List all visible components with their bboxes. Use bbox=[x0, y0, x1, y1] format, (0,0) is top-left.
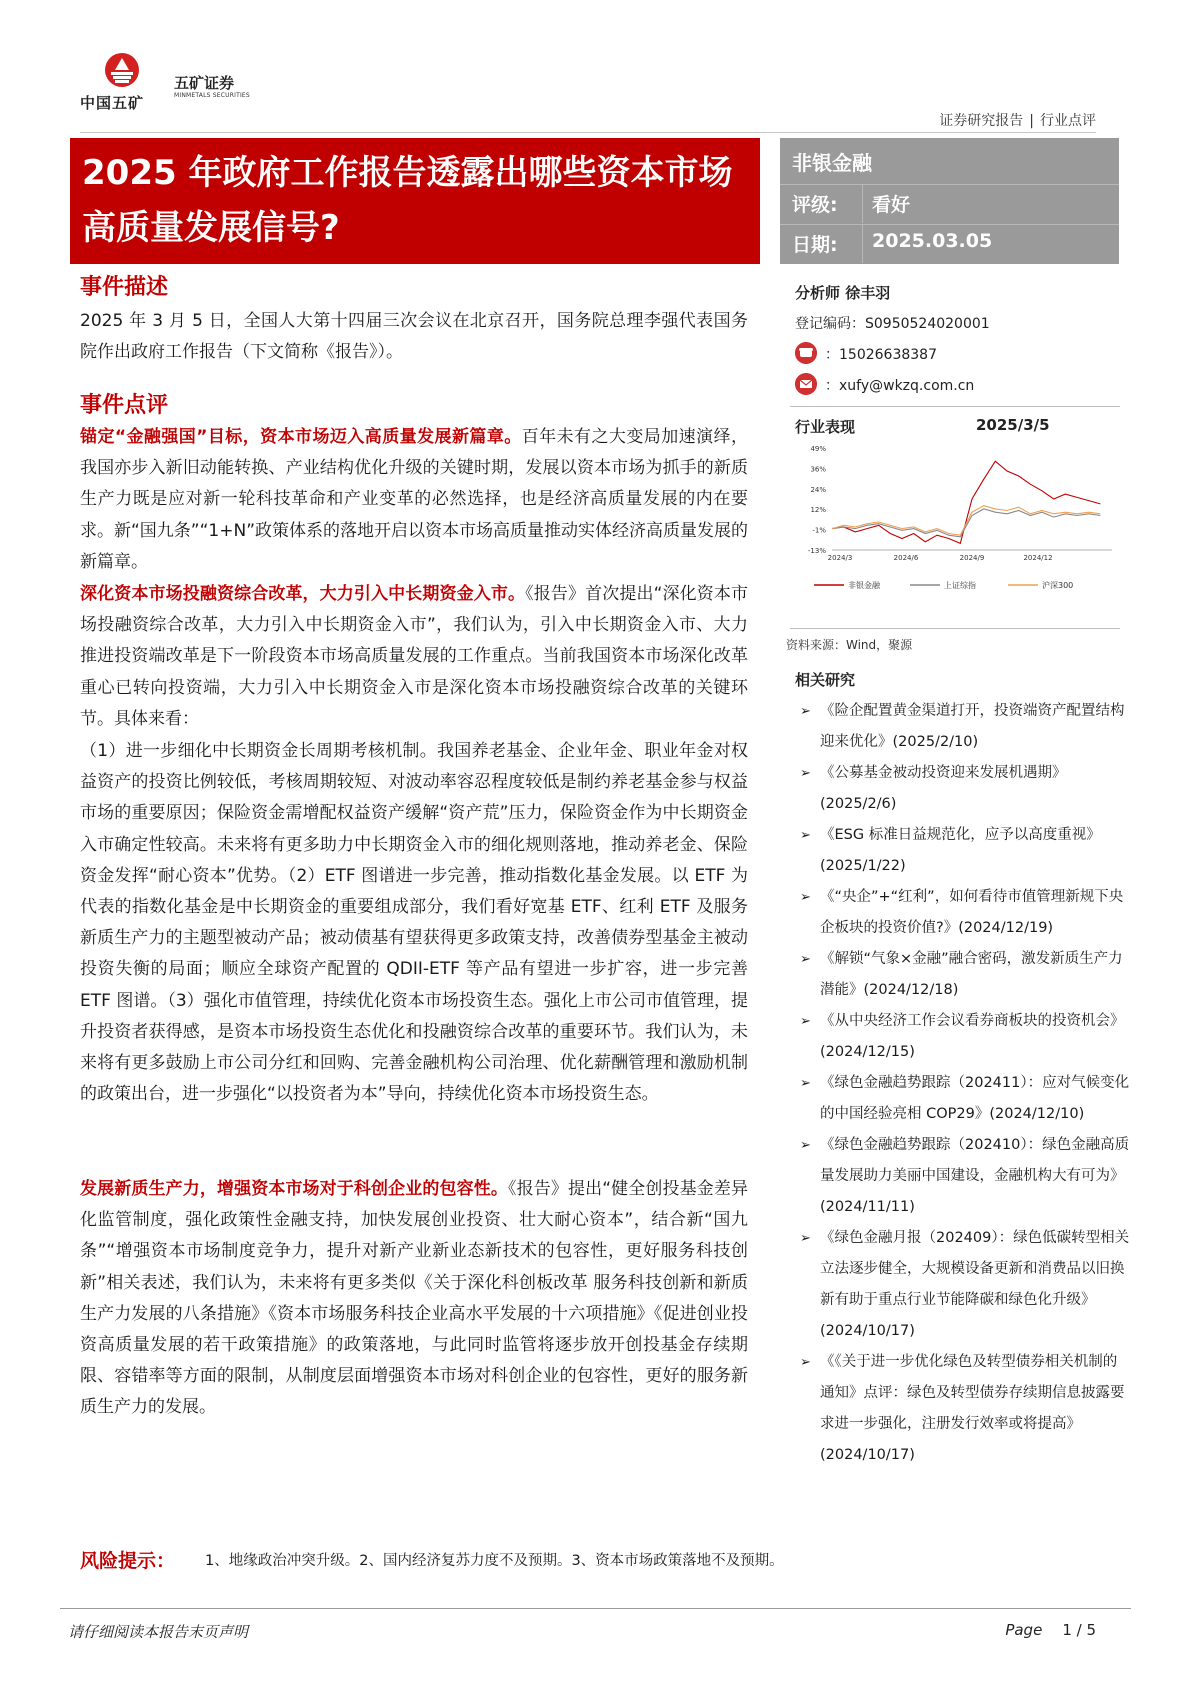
related-research-text[interactable]: 《绿色金融趋势跟踪（202410）：绿色金融高质量发展助力美丽中国建设，金融机构大有可为》(2024/11/11) bbox=[820, 1137, 1130, 1215]
chart-source: 资料来源：Wind，聚源 bbox=[786, 638, 913, 652]
paragraph-1-text: 百年未有之大变局加速演绎，我国亦步入新旧动能转换、产业结构优化升级的关键时期，发展以资本市场为抓手的新质生产力既是应对新一轮科技革命和产业变革的必然选择，也是经济高质量发展的内在要求。新“国九条”“1+N”政策体系的落地开启以资本市场高质量推动实体经济高质量发展的新篇章。 bbox=[80, 427, 749, 572]
related-research-list bbox=[800, 696, 1130, 1471]
related-research-text[interactable]: 《“央企”+“红利”，如何看待市值管理新规下央企板块的投资价值?》(2024/12/19) bbox=[820, 889, 1124, 936]
paragraph-4-text: 《报告》提出“健全创投基金差异化监管制度，强化政策性金融支持，加快发展创业投资、壮大耐心资本”，结合新“国九条”“增强资本市场制度竞争力，提升对新产业新业态新技术的包容性，更好服务科技创新”相关表述，我们认为，未来将有更多类似《关于深化科创板改革 服务科技创新和新质生产力发展的八条措施》《资本市场服务科技企业高水平发展的十六项措施》《促进创业投资高质量发展的若干政策措施》的政策落地，与此同时监管将逐步放开创投基金存续期限、容错率等方面的限制，从制度层面增强资本市场对科创企业的包容性，更好的服务新质生产力的发展。 bbox=[80, 1179, 749, 1418]
x-tick-label: 2024/6 bbox=[893, 554, 919, 562]
page-label: Page bbox=[1005, 1621, 1043, 1639]
rating-label: 评级: bbox=[792, 194, 838, 216]
securities-name-en: MINMETALS SECURITIES bbox=[174, 92, 250, 99]
related-research-text[interactable]: 《公募基金被动投资迎来发展机遇期》(2025/2/6) bbox=[820, 765, 1067, 812]
arrow-bullet-icon: ➢ bbox=[800, 828, 811, 843]
minmetals-emblem-icon bbox=[102, 52, 142, 90]
related-research-text[interactable]: 《ESG 标准日益规范化，应予以高度重视》(2025/1/22) bbox=[820, 827, 1101, 874]
footer-disclaimer: 请仔细阅读本报告末页声明 bbox=[68, 1623, 249, 1641]
y-tick-label: 24% bbox=[810, 485, 826, 494]
related-research-item[interactable] bbox=[800, 944, 1130, 1006]
related-research-item[interactable] bbox=[800, 1068, 1130, 1130]
related-research-item[interactable] bbox=[800, 882, 1130, 944]
related-research-text[interactable]: 《解锁“气象×金融”融合密码，激发新质生产力潜能》(2024/12/18) bbox=[820, 951, 1123, 998]
y-tick-label: 36% bbox=[810, 465, 826, 474]
risk-label: 风险提示： bbox=[80, 1550, 176, 1572]
chart-date: 2025/3/5 bbox=[976, 416, 1050, 434]
chart-divider bbox=[790, 628, 1120, 629]
date-value: 2025.03.05 bbox=[872, 230, 993, 252]
paragraph-2-lead: 深化资本市场投融资综合改革，大力引入中长期资金入市。 bbox=[80, 584, 526, 604]
heading-event-description: 事件描述 bbox=[80, 275, 169, 300]
review-paragraph-4 bbox=[80, 1174, 748, 1424]
rating-divider bbox=[862, 185, 863, 223]
company-logo bbox=[80, 52, 250, 114]
report-type: 证券研究报告 | 行业点评 bbox=[939, 113, 1096, 129]
related-research-item[interactable] bbox=[800, 1130, 1130, 1223]
arrow-bullet-icon: ➢ bbox=[800, 890, 811, 905]
related-research-item[interactable] bbox=[800, 1006, 1130, 1068]
related-research-item[interactable] bbox=[800, 820, 1130, 882]
related-research-text[interactable]: 《《关于进一步优化绿色及转型债券相关机制的通知》点评：绿色及转型债券存续期信息披露要求进一步强化，注册发行效率或将提高》(2024/10/17) bbox=[820, 1354, 1125, 1463]
related-research-text[interactable]: 《从中央经济工作会议看券商板块的投资机会》(2024/12/15) bbox=[820, 1013, 1125, 1060]
rating-row bbox=[780, 184, 1119, 222]
related-research-title: 相关研究 bbox=[795, 671, 856, 689]
paragraph-2-text: 《报告》首次提出“深化资本市场投融资综合改革，大力引入中长期资金入市”，我们认为，引入中长期资金入市、大力推进投资端改革是下一阶段资本市场高质量发展的工作重点。当前我国资本市场深化改革重心已转向投资端，大力引入中长期资金入市是深化资本市场投融资综合改革的关键环节。具体来看： bbox=[80, 584, 748, 729]
related-research-item[interactable] bbox=[800, 1223, 1130, 1347]
related-research-text[interactable]: 《绿色金融月报（202409）：绿色低碳转型相关立法逐步健全，大规模设备更新和消费品以旧换新有助于重点行业节能降碳和绿色化升级》(2024/10/17) bbox=[820, 1230, 1130, 1339]
heading-event-review: 事件点评 bbox=[80, 393, 169, 418]
footer-divider bbox=[60, 1608, 1131, 1609]
analyst-name: 分析师 徐丰羽 bbox=[795, 284, 891, 302]
report-subtype-label: 行业点评 bbox=[1040, 113, 1096, 129]
title-banner bbox=[70, 138, 760, 264]
x-tick-label: 2024/12 bbox=[1023, 554, 1053, 562]
chart-title: 行业表现 bbox=[795, 418, 856, 436]
brand-name-cn: 中国五矿 bbox=[80, 94, 145, 112]
arrow-bullet-icon: ➢ bbox=[800, 1138, 811, 1153]
review-paragraph-2 bbox=[80, 579, 748, 735]
arrow-bullet-icon: ➢ bbox=[800, 952, 811, 967]
related-research-text[interactable]: 《险企配置黄金渠道打开，投资端资产配置结构迎来优化》(2025/2/10) bbox=[820, 703, 1125, 750]
email-address[interactable]: ：xufy@wkzq.com.cn bbox=[825, 378, 975, 394]
risk-text: 1、地缘政治冲突升级。2、国内经济复苏力度不及预期。3、资本市场政策落地不及预期。 bbox=[205, 1553, 784, 1569]
phone-icon bbox=[795, 342, 817, 364]
related-research-text[interactable]: 《绿色金融趋势跟踪（202411）：应对气候变化的中国经验亮相 COP29》(2024/12/10) bbox=[820, 1075, 1130, 1122]
x-tick-label: 2024/3 bbox=[827, 554, 853, 562]
y-tick-label: 49% bbox=[810, 445, 826, 453]
arrow-bullet-icon: ➢ bbox=[800, 704, 811, 719]
analyst-registration: 登记编码：S0950524020001 bbox=[795, 316, 990, 332]
page-indicator bbox=[1005, 1621, 1096, 1639]
series-line-0 bbox=[832, 461, 1100, 543]
sector-row bbox=[780, 142, 1119, 180]
arrow-bullet-icon: ➢ bbox=[800, 1014, 811, 1029]
y-tick-label: -1% bbox=[812, 526, 826, 535]
legend-label: 沪深300 bbox=[1042, 581, 1074, 590]
related-research-item[interactable] bbox=[800, 1347, 1130, 1471]
sector-name: 非银金融 bbox=[792, 151, 872, 175]
review-paragraph-3: （1）进一步细化中长期资金长周期考核机制。我国养老基金、企业年金、职业年金对权益资产的投资比例较低，考核周期较短、对波动率容忍程度较低是制约养老基金参与权益市场的重要原因；保险资金需增配权益资产缓解“资产荒”压力，保险资金作为中长期资金入市确定性较高。未来将有更多助力中长期资金入市的细化规则落地，推动养老金、保险资金发挥“耐心资本”优势。（2）ETF 图谱进一步完善，推动指数化基金发展。以 ETF 为代表的指数化基金是中长期资金的重要组成部分，我们看好宽基 ETF、红利 ETF 及服务新质生产力的主题型被动产品；被动债基有望获得更多政策支持，改善债券型基金主被动投资失衡的局面；顺应全球资产配置的 QDII-ETF 等产品有望进一步扩容，进一步完善 ETF 图谱。（3）强化市值管理，持续优化资本市场投资生态。强化上市公司市值管理，提升投资者获得感，是资本市场投资生态优化和投融资综合改革的重要环节。我们认为，未来将有更多鼓励上市公司分红和回购、完善金融机构公司治理、优化薪酬管理和激励机制的政策出台，进一步强化“以投资者为本”导向，持续优化资本市场投资生态。 bbox=[80, 741, 748, 1105]
report-type-label: 证券研究报告 bbox=[939, 113, 1024, 129]
related-research-item[interactable] bbox=[800, 696, 1130, 758]
industry-performance-chart bbox=[790, 440, 1120, 612]
y-tick-label: 12% bbox=[810, 506, 826, 515]
paragraph-4-lead: 发展新质生产力，增强资本市场对于科创企业的包容性。 bbox=[80, 1179, 509, 1199]
paragraph-1-lead: 锚定“金融强国”目标，资本市场迈入高质量发展新篇章。 bbox=[80, 427, 522, 447]
arrow-bullet-icon: ➢ bbox=[800, 1355, 811, 1370]
arrow-bullet-icon: ➢ bbox=[800, 1231, 811, 1246]
phone-number: ：15026638387 bbox=[825, 347, 937, 363]
arrow-bullet-icon: ➢ bbox=[800, 766, 811, 781]
y-tick-label: -13% bbox=[807, 547, 826, 555]
x-tick-label: 2024/9 bbox=[959, 554, 985, 562]
legend-label: 非银金融 bbox=[848, 581, 880, 590]
rating-info-box bbox=[780, 138, 1119, 264]
date-label: 日期: bbox=[792, 234, 838, 256]
date-divider bbox=[862, 225, 863, 263]
page-number: 1 / 5 bbox=[1062, 1621, 1096, 1639]
report-title: 2025 年政府工作报告透露出哪些资本市场高质量发展信号? bbox=[82, 153, 733, 248]
arrow-bullet-icon: ➢ bbox=[800, 1076, 811, 1091]
securities-name: 五矿证券 bbox=[174, 74, 235, 92]
header-divider bbox=[80, 132, 1096, 133]
legend-label: 上证综指 bbox=[944, 581, 976, 590]
mail-icon bbox=[795, 373, 817, 395]
rating-value: 看好 bbox=[872, 194, 911, 216]
analyst-divider bbox=[790, 406, 1120, 407]
date-row bbox=[780, 224, 1119, 262]
review-paragraph-1 bbox=[80, 422, 748, 578]
event-description-paragraph: 2025 年 3 月 5 日，全国人大第十四届三次会议在北京召开，国务院总理李强代表国务院作出政府工作报告（下文简称《报告》）。 bbox=[80, 311, 748, 363]
related-research-item[interactable] bbox=[800, 758, 1130, 820]
